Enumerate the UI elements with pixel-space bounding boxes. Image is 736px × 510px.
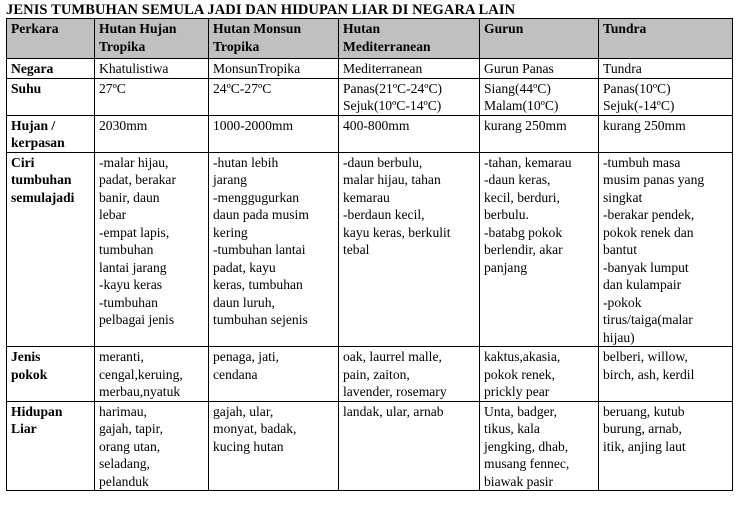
cell-hutan-mediterranean [339, 78, 480, 115]
cell-hutan-monsun-tropika [209, 152, 339, 347]
cell-tundra [599, 347, 733, 402]
cell-text-line: padat, kayu [213, 259, 276, 275]
cell-text-line: oak, laurrel malle, [343, 349, 442, 364]
cell-text-line: musang fennec, [484, 456, 570, 471]
comparison-table [6, 18, 733, 491]
cell-text-line: lebar [99, 207, 127, 222]
cell-text-line: penaga, jati, [213, 349, 280, 364]
cell-text-line: burung, arnab, [603, 421, 682, 436]
cell-text-line: -tumbuhan [99, 294, 158, 310]
cell-text-line: pokok renek dan [603, 224, 694, 240]
cell-text-line: cendana [213, 366, 258, 382]
cell-text-line: padat, berakar [99, 172, 176, 187]
cell-hutan-mediterranean [339, 115, 480, 152]
cell-text-line: -pokok [603, 294, 642, 310]
row-label: Negara [7, 59, 95, 79]
header-gurun: Gurun [480, 19, 599, 59]
cell-text-line: gajah, tapir, [99, 421, 163, 436]
cell-text-line: tirus/taiga(malar [603, 312, 693, 327]
cell-text-line: tumbuhan sejenis [213, 312, 308, 327]
cell-gurun [480, 59, 599, 79]
cell-text-line: -daun keras, [484, 172, 551, 187]
cell-text-line: -daun berbulu, [343, 154, 423, 170]
cell-text-line: hijau) [603, 329, 635, 345]
cell-text-line: monyat, badak, [213, 421, 297, 436]
row-jenis-pokok [7, 347, 733, 402]
cell-text-line: Sejuk(10ºC-14ºC) [343, 98, 442, 113]
cell-text-line: pain, zaiton, [343, 366, 410, 382]
cell-text-line: harimau, [99, 403, 147, 419]
cell-text-line: 400-800mm [343, 117, 410, 133]
cell-text-line: meranti, [99, 349, 144, 364]
cell-text-line: -menggugurkan [213, 189, 300, 205]
cell-text-line: cengal,keruing, [99, 366, 183, 382]
cell-text-line: pelanduk [99, 473, 149, 489]
row-label: Hidupan Liar [7, 401, 95, 491]
document-title: JENIS TUMBUHAN SEMULA JADI DAN HIDUPAN LIAR DI NEGARA LAIN [6, 2, 516, 18]
cell-text-line: pelbagai jenis [99, 312, 175, 327]
cell-text-line: -malar hijau, [99, 154, 169, 170]
cell-hutan-monsun-tropika [209, 347, 339, 402]
cell-text-line: kayu keras, berkulit [343, 224, 451, 240]
cell-text-line: -kayu keras [99, 277, 163, 292]
cell-text-line: lantai jarang [99, 259, 167, 275]
cell-hutan-hujan-tropika [95, 401, 209, 491]
cell-text-line: Panas(10ºC) [603, 80, 671, 96]
cell-text-line: Mediterranean [343, 61, 423, 76]
cell-hutan-mediterranean [339, 401, 480, 491]
cell-text-line: -banyak lumput [603, 259, 689, 275]
cell-text-line: musim panas yang [603, 172, 705, 187]
cell-text-line: birch, ash, kerdil [603, 366, 695, 382]
cell-text-line: itik, anjing laut [603, 438, 686, 454]
cell-hutan-mediterranean [339, 59, 480, 79]
cell-text-line: -empat lapis, [99, 224, 170, 240]
cell-text-line: kemarau [343, 189, 390, 205]
cell-hutan-monsun-tropika [209, 401, 339, 491]
cell-text-line: 2030mm [99, 117, 148, 133]
cell-hutan-monsun-tropika [209, 115, 339, 152]
row-label: Jenis pokok [7, 347, 95, 402]
cell-text-line: tumbuhan [99, 242, 154, 257]
table-body [7, 59, 733, 491]
cell-text-line: biawak pasir [484, 473, 554, 489]
cell-text-line: -tumbuhan lantai [213, 242, 306, 257]
cell-text-line: berbulu. [484, 207, 529, 222]
cell-text-line: orang utan, [99, 438, 161, 454]
row-label: Suhu [7, 78, 95, 115]
cell-text-line: gajah, ular, [213, 403, 274, 419]
cell-tundra [599, 78, 733, 115]
cell-text-line: -berakar pendek, [603, 207, 695, 222]
cell-hutan-hujan-tropika [95, 152, 209, 347]
row-suhu [7, 78, 733, 115]
cell-hutan-hujan-tropika [95, 78, 209, 115]
cell-text-line: kecil, berduri, [484, 189, 560, 205]
row-negara [7, 59, 733, 79]
cell-hutan-mediterranean [339, 347, 480, 402]
cell-gurun [480, 401, 599, 491]
cell-text-line: -hutan lebih [213, 154, 279, 170]
cell-text-line: panjang [484, 259, 528, 275]
cell-gurun [480, 115, 599, 152]
cell-text-line: Tundra [603, 61, 642, 76]
cell-text-line: Siang(44ºC) [484, 80, 551, 96]
cell-text-line: Khatulistiwa [99, 61, 169, 76]
cell-tundra [599, 115, 733, 152]
cell-hutan-hujan-tropika [95, 59, 209, 79]
cell-tundra [599, 152, 733, 347]
cell-text-line: merbau,nyatuk [99, 384, 181, 399]
cell-hutan-monsun-tropika [209, 78, 339, 115]
cell-text-line: kaktus,akasia, [484, 349, 561, 364]
cell-text-line: tikus, kala [484, 421, 540, 436]
cell-text-line: Panas(21ºC-24ºC) [343, 80, 443, 96]
cell-tundra [599, 59, 733, 79]
cell-text-line: jengking, dhab, [484, 438, 569, 454]
cell-text-line: bantut [603, 242, 637, 257]
cell-text-line: beruang, kutub [603, 403, 685, 419]
row-hujan [7, 115, 733, 152]
cell-text-line: berlendir, akar [484, 242, 563, 257]
cell-text-line: kering [213, 224, 248, 240]
cell-hutan-hujan-tropika [95, 347, 209, 402]
cell-gurun [480, 347, 599, 402]
cell-text-line: -berdaun kecil, [343, 207, 425, 222]
header-hutan-hujan-tropika: Hutan Hujan Tropika [95, 19, 209, 59]
cell-text-line: daun luruh, [213, 294, 275, 310]
cell-text-line: 24ºC-27ºC [213, 80, 272, 96]
cell-text-line: -tumbuh masa [603, 154, 681, 170]
cell-text-line: Unta, badger, [484, 403, 558, 419]
cell-text-line: prickly pear [484, 384, 550, 399]
cell-text-line: tebal [343, 242, 370, 257]
header-tundra: Tundra [599, 19, 733, 59]
cell-text-line: kucing hutan [213, 438, 284, 454]
cell-text-line: -tahan, kemarau [484, 154, 572, 170]
row-label: Ciri tumbuhan semulajadi [7, 152, 95, 347]
cell-text-line: banir, daun [99, 189, 160, 205]
cell-text-line: seladang, [99, 456, 150, 471]
cell-gurun [480, 78, 599, 115]
row-hidupan-liar [7, 401, 733, 491]
cell-text-line: malar hijau, tahan [343, 172, 441, 187]
cell-text-line: singkat [603, 189, 643, 205]
cell-hutan-monsun-tropika [209, 59, 339, 79]
header-hutan-monsun-tropika: Hutan Monsun Tropika [209, 19, 339, 59]
cell-text-line: -batabg pokok [484, 224, 563, 240]
cell-text-line: dan kulampair [603, 277, 682, 292]
cell-text-line: kurang 250mm [603, 117, 686, 133]
cell-text-line: MonsunTropika [213, 61, 301, 76]
cell-text-line: 27ºC [99, 80, 126, 96]
cell-tundra [599, 401, 733, 491]
header-hutan-mediterranean: Hutan Mediterranean [339, 19, 480, 59]
row-ciri-tumbuhan [7, 152, 733, 347]
cell-text-line: daun pada musim [213, 207, 309, 222]
cell-text-line: jarang [213, 172, 247, 187]
row-label: Hujan / kerpasan [7, 115, 95, 152]
cell-text-line: lavender, rosemary [343, 384, 447, 399]
cell-text-line: Gurun Panas [484, 61, 554, 76]
cell-hutan-hujan-tropika [95, 115, 209, 152]
cell-text-line: pokok renek, [484, 366, 555, 382]
cell-text-line: kurang 250mm [484, 117, 567, 133]
cell-text-line: Sejuk(-14ºC) [603, 98, 675, 113]
header-row [7, 19, 733, 59]
cell-hutan-mediterranean [339, 152, 480, 347]
cell-text-line: keras, tumbuhan [213, 277, 303, 292]
header-perkara: Perkara [7, 19, 95, 59]
cell-text-line: landak, ular, arnab [343, 403, 444, 419]
cell-text-line: 1000-2000mm [213, 117, 294, 133]
cell-text-line: Malam(10ºC) [484, 98, 559, 113]
cell-text-line: belberi, willow, [603, 349, 688, 364]
cell-gurun [480, 152, 599, 347]
